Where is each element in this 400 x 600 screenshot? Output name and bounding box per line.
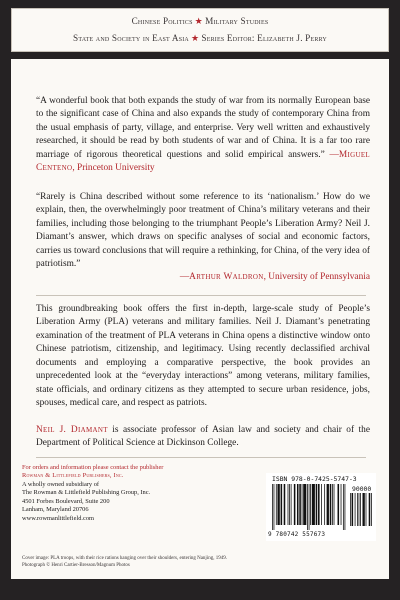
ean-barcode [272, 484, 346, 530]
barcode-bar [357, 493, 358, 526]
barcode-bar [303, 484, 306, 525]
barcode-bar [352, 493, 354, 526]
author-bio-text: is associate professor of Asian law and society and chair of the Department of Political Science at Dickinson College. [36, 425, 370, 449]
barcode-bar [272, 484, 273, 530]
star-icon: ★ [194, 16, 204, 26]
divider [36, 457, 366, 458]
blurb-1: “A wonderful book that both expands the study of war from its normally European base to the significant case of China and also expands the study of contemporary China from the usual emphasis of party, village, and enterprise. Very well written and exhaustively researched, it should be read by both students of war and of China. It is a far too rare marriage of rigorous theoretical questions and solid empirical answers.” —Miguel Centeno, Princeton University [36, 96, 370, 174]
barcode-bar [366, 493, 367, 526]
barcode-bar [369, 493, 371, 526]
ean-digits: 9 780742 557673 [268, 531, 326, 538]
blurb-2 [36, 191, 370, 272]
cover-credits [22, 556, 342, 569]
orders-line: For orders and information please contact the publisher [22, 464, 164, 471]
barcode-bar [276, 484, 277, 525]
barcode-bar [321, 484, 322, 525]
publisher-info [22, 464, 222, 523]
series-name-b: Military Studies [205, 16, 269, 26]
barcode-bar [371, 493, 372, 526]
barcode-bar [312, 484, 315, 525]
photograph-credit: Photograph © Henri Cartier-Bresson/Magnum Photos [22, 562, 130, 568]
barcode-bar [310, 484, 311, 525]
barcode-bar [288, 484, 289, 525]
series-name-a: Chinese Politics [131, 16, 193, 26]
barcode-bar [291, 484, 292, 525]
barcode-bar [343, 484, 344, 530]
barcode-bar [289, 484, 290, 525]
barcode-bar [360, 493, 361, 526]
blurb-2-attribution: —Arthur Waldron, University of Pennsylvania [179, 272, 370, 282]
barcode-bar [330, 484, 332, 525]
price-code: 90000 [352, 485, 372, 493]
subsidiary-line: A wholly owned subsidiary of [22, 480, 100, 488]
publisher-name: Rowman & Littlefield Publishers, Inc. [22, 472, 124, 480]
barcode-bar [302, 484, 303, 525]
barcode-bar [297, 484, 299, 525]
barcode-bar [332, 484, 333, 525]
barcode-bar [334, 484, 335, 525]
barcode-bar [345, 484, 346, 530]
series-line-1 [12, 16, 388, 27]
address-line-1: 4501 Forbes Boulevard, Suite 200 [22, 497, 110, 505]
barcode-bar [274, 484, 275, 530]
barcode-bar [327, 484, 329, 525]
barcode-bar [359, 493, 360, 526]
barcode-bar [341, 484, 342, 525]
barcode-area [266, 473, 376, 541]
author-bio [36, 424, 370, 451]
barcode-bar [294, 484, 296, 525]
cover-image-credit: Cover image: PLA troops, with their rice rations hanging over their shoulders, entering Nanjing, 1949. [22, 556, 227, 561]
text-panel [11, 59, 389, 579]
series-subtitle: State and Society in East Asia [73, 33, 189, 43]
barcode-bar [350, 493, 351, 526]
barcode-bar [299, 484, 301, 525]
series-editor: Series Editor: Elizabeth J. Perry [201, 33, 327, 43]
barcode-bar [338, 484, 340, 525]
publisher-website: www.rowmanlittlefield.com [22, 514, 94, 522]
divider [36, 295, 366, 296]
address-line-2: Lanham, Maryland 20706 [22, 506, 89, 514]
barcode-bar [309, 484, 310, 530]
blurb-2-affiliation: University of Pennsylvania [268, 272, 370, 282]
barcode-bar [324, 484, 325, 525]
blurb-2-text: “Rarely is China described without some reference to its ‘nationalism.’ How do we explain, then, the overwhelmingly poor treatment of China’s military veterans and their families, including those belonging to the triumphant People’s Liberation Army? Neil J. Diamant’s answer, which draws on specific analyses of social and economic factors, carries us toward conclusions that will require a rethinking, for China, of the very idea of patriotism.” [36, 192, 370, 270]
barcode-bar [277, 484, 279, 525]
blurb-1-text: “A wonderful book that both expands the study of war from its normally European base to the significant case of China and also expands the study of contemporary China from the usual emphasis of party, village, and enterprise. Very well written and exhaustively researched, it should be read by both students of war and of China. It is a far too rare marriage of rigorous theoretical questions and solid empirical answers.” [36, 96, 370, 160]
barcode-bar [316, 484, 318, 525]
blurb-1-affiliation: Princeton University [77, 163, 155, 174]
addon-barcode [350, 493, 372, 531]
barcode-bar [307, 484, 308, 530]
book-description: This groundbreaking book offers the first in-depth, large-scale study of People’s Liberation Army (PLA) veterans and military families. Neil J. Diamant’s penetrating examination of the treatment of PLA veterans in China opens a distinctive window onto Chinese patriotism, citizenship, and legitimacy. Using recently declassified archival documents and employing a comparative perspective, the book provides an unprecedented look at the “everyday interactions” among veterans, military families, state officials, and ordinary citizens as they attempted to secure urban residence, jobs, spouses, medical care, and respect as patriots. [36, 304, 370, 409]
series-line-2 [12, 33, 388, 44]
blurb-1-author: Miguel Centeno [36, 149, 370, 174]
barcode-bar [355, 493, 356, 526]
star-icon: ★ [190, 33, 200, 43]
author-name: Neil J. Diamant [36, 425, 108, 435]
blurb-2-author: Arthur Waldron [189, 272, 264, 282]
barcode-bar [284, 484, 286, 525]
barcode-bar [318, 484, 320, 525]
barcode-bar [362, 493, 364, 526]
isbn-label: ISBN 978-0-7425-5747-3 [272, 475, 357, 483]
parent-company: The Rowman & Littlefield Publishing Group, Inc. [22, 489, 151, 497]
barcode-bar [281, 484, 283, 525]
series-header [11, 8, 389, 52]
